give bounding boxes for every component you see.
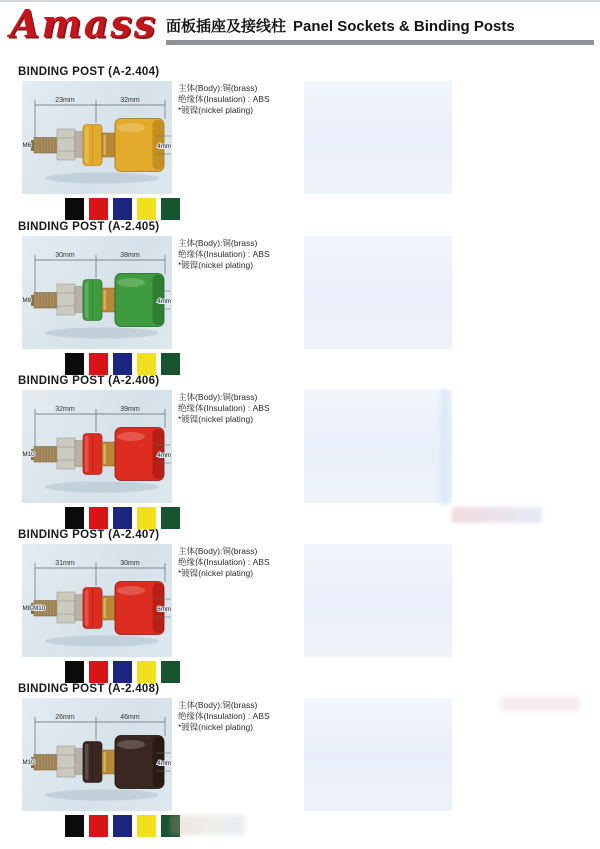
product-title: BINDING POST (A-2.404) <box>18 66 160 78</box>
color-swatch <box>137 661 156 683</box>
product-drawing <box>22 390 172 503</box>
hole-size-label: 4mm <box>157 760 171 767</box>
color-swatch <box>89 661 108 683</box>
color-swatches <box>65 815 180 837</box>
thread-size-label: M10 <box>22 451 35 458</box>
product-specs <box>178 392 270 425</box>
color-swatch <box>113 198 132 220</box>
spec-body-material: 主体(Body):铜(brass) <box>178 546 258 556</box>
color-swatch <box>65 353 84 375</box>
faded-photo-area <box>304 390 452 503</box>
binding-post-diagram <box>22 544 172 657</box>
page-title <box>166 15 515 36</box>
dimension-label-right: 39mm <box>120 406 140 413</box>
header-divider <box>166 40 594 45</box>
dimension-label-right: 46mm <box>120 714 140 721</box>
color-swatch <box>161 353 180 375</box>
spec-insulation: 绝缘体(Insulation) : ABS <box>178 403 270 413</box>
product-drawing <box>22 236 172 349</box>
dimension-label-right: 32mm <box>120 97 140 104</box>
color-swatch <box>113 661 132 683</box>
page-title-chinese: 面板插座及接线柱 <box>166 18 287 35</box>
dimension-label-left: 26mm <box>55 714 75 721</box>
spec-plating: *镀镍(nickel plating) <box>178 568 254 578</box>
thread-size-label: M8 <box>22 297 32 304</box>
color-swatch <box>137 198 156 220</box>
color-swatches <box>65 198 180 220</box>
faded-photo-area <box>304 81 452 194</box>
faded-photo-area <box>304 544 452 657</box>
product-title: BINDING POST (A-2.408) <box>18 683 160 695</box>
spec-body-material: 主体(Body):铜(brass) <box>178 238 258 248</box>
spec-insulation: 绝缘体(Insulation) : ABS <box>178 94 270 104</box>
product-section <box>0 221 600 375</box>
dimension-label-left: 31mm <box>55 560 75 567</box>
page-title-english: Panel Sockets & Binding Posts <box>293 18 515 35</box>
color-swatches <box>65 661 180 683</box>
product-specs <box>178 700 270 733</box>
product-title: BINDING POST (A-2.406) <box>18 375 160 387</box>
faded-photo-area <box>304 698 452 811</box>
color-swatches <box>65 353 180 375</box>
binding-post-diagram <box>22 390 172 503</box>
product-section <box>0 683 600 837</box>
amass-logo: Amass <box>10 1 158 46</box>
spec-insulation: 绝缘体(Insulation) : ABS <box>178 249 270 259</box>
dimension-label-right: 38mm <box>120 252 140 259</box>
color-swatch <box>137 507 156 529</box>
color-swatch <box>89 815 108 837</box>
spec-body-material: 主体(Body):铜(brass) <box>178 700 258 710</box>
hole-size-label: 4mm <box>157 143 171 150</box>
color-swatch <box>89 353 108 375</box>
product-section <box>0 66 600 220</box>
dimension-label-left: 30mm <box>55 252 75 259</box>
thread-size-label: M10 <box>22 759 35 766</box>
product-title: BINDING POST (A-2.405) <box>18 221 160 233</box>
color-swatch <box>161 198 180 220</box>
spec-plating: *镀镍(nickel plating) <box>178 260 254 270</box>
product-title: BINDING POST (A-2.407) <box>18 529 160 541</box>
hole-size-label: 4mm <box>157 452 171 459</box>
product-drawing <box>22 81 172 194</box>
color-swatch <box>161 507 180 529</box>
color-swatches <box>65 507 180 529</box>
thread-size-label: M6 <box>22 142 32 149</box>
dimension-label-left: 32mm <box>55 406 75 413</box>
spec-body-material: 主体(Body):铜(brass) <box>178 392 258 402</box>
binding-post-diagram <box>22 236 172 349</box>
color-swatch <box>65 198 84 220</box>
color-swatch <box>89 198 108 220</box>
spec-plating: *镀镍(nickel plating) <box>178 105 254 115</box>
product-drawing <box>22 544 172 657</box>
product-section <box>0 529 600 683</box>
spec-insulation: 绝缘体(Insulation) : ABS <box>178 711 270 721</box>
faded-photo-area <box>304 236 452 349</box>
color-swatch <box>137 353 156 375</box>
color-swatch <box>65 507 84 529</box>
color-swatch <box>113 815 132 837</box>
hole-size-label: 6mm <box>157 606 171 613</box>
color-swatch <box>113 353 132 375</box>
binding-post-diagram <box>22 81 172 194</box>
hole-size-label: 4mm <box>157 298 171 305</box>
product-specs <box>178 83 270 116</box>
spec-plating: *镀镍(nickel plating) <box>178 414 254 424</box>
color-swatch <box>65 815 84 837</box>
color-swatch <box>161 815 180 837</box>
spec-insulation: 绝缘体(Insulation) : ABS <box>178 557 270 567</box>
thread-size-label: M8-M10 <box>22 605 46 612</box>
product-specs <box>178 546 270 579</box>
color-swatch <box>89 507 108 529</box>
color-swatch <box>161 661 180 683</box>
color-swatch <box>137 815 156 837</box>
product-drawing <box>22 698 172 811</box>
dimension-label-left: 23mm <box>55 97 75 104</box>
color-swatch <box>65 661 84 683</box>
spec-body-material: 主体(Body):铜(brass) <box>178 83 258 93</box>
dimension-label-right: 30mm <box>120 560 140 567</box>
product-specs <box>178 238 270 271</box>
spec-plating: *镀镍(nickel plating) <box>178 722 254 732</box>
product-section <box>0 375 600 529</box>
binding-post-diagram <box>22 698 172 811</box>
color-swatch <box>113 507 132 529</box>
